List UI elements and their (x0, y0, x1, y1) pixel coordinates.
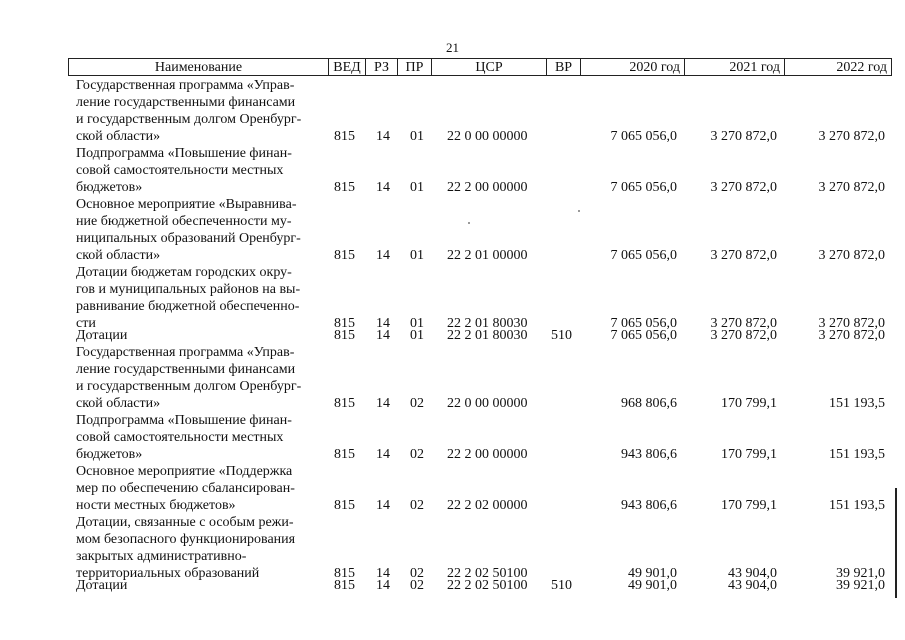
row-2021: 3 270 872,0 (710, 328, 777, 343)
row-2021: 170 799,1 (721, 447, 777, 462)
scan-speck (468, 222, 470, 224)
row-name: Подпрограмма «Повышение финан- совой самостоятельности местных бюджетов» (76, 413, 292, 462)
header-pr: ПР (398, 59, 432, 75)
header-name: Наименование (69, 59, 329, 75)
row-2021: 3 270 872,0 (710, 180, 777, 195)
row-ved: 815 (334, 578, 355, 593)
table-row (0, 514, 905, 582)
row-pr: 02 (410, 447, 424, 462)
row-name: Дотации (76, 328, 128, 343)
row-pr: 02 (410, 578, 424, 593)
row-rz: 14 (376, 180, 390, 195)
table-row (0, 463, 905, 514)
row-2021: 170 799,1 (721, 498, 777, 513)
row-name: Государственная программа «Управ- ление государственными финансами и государственным долгом Оренбург- ской области» (76, 78, 302, 144)
row-vr: 510 (551, 328, 572, 343)
row-ved: 815 (334, 180, 355, 195)
row-pr: 01 (410, 316, 424, 331)
row-vr: 510 (551, 578, 572, 593)
row-pr: 01 (410, 328, 424, 343)
row-pr: 01 (410, 180, 424, 195)
scan-edge-mark (895, 488, 897, 598)
table-header (68, 58, 892, 76)
header-ved: ВЕД (329, 59, 366, 75)
row-2020: 49 901,0 (628, 578, 677, 593)
row-2020: 7 065 056,0 (610, 316, 677, 331)
row-ved: 815 (334, 316, 355, 331)
row-csr: 22 2 02 50100 (447, 578, 528, 593)
scan-speck (578, 210, 580, 212)
row-2021: 43 904,0 (728, 566, 777, 581)
page-number: 21 (446, 40, 459, 55)
row-csr: 22 2 01 00000 (447, 248, 528, 263)
row-ved: 815 (334, 129, 355, 144)
row-2022: 151 193,5 (829, 498, 885, 513)
row-rz: 14 (376, 396, 390, 411)
row-rz: 14 (376, 316, 390, 331)
row-csr: 22 2 00 00000 (447, 447, 528, 462)
row-name: Государственная программа «Управ- ление государственными финансами и государственным долгом Оренбург- ской области» (76, 345, 302, 411)
row-2022: 3 270 872,0 (818, 316, 885, 331)
row-name: Основное мероприятие «Выравнива- ние бюджетной обеспеченности му- ниципальных образований Оренбург- ской области» (76, 197, 301, 263)
table-row (0, 344, 905, 412)
table-row (0, 77, 905, 145)
row-csr: 22 2 02 50100 (447, 566, 528, 581)
table-row (0, 196, 905, 264)
row-rz: 14 (376, 566, 390, 581)
row-name: Дотации, связанные с особым режи- мом безопасного функционирования закрытых административно- территориальных образований (76, 515, 296, 581)
row-2021: 3 270 872,0 (710, 129, 777, 144)
row-2021: 43 904,0 (728, 578, 777, 593)
row-csr: 22 2 01 80030 (447, 328, 528, 343)
row-rz: 14 (376, 328, 390, 343)
row-pr: 02 (410, 498, 424, 513)
row-csr: 22 0 00 00000 (447, 396, 528, 411)
row-csr: 22 2 02 00000 (447, 498, 528, 513)
row-2022: 3 270 872,0 (818, 129, 885, 144)
table-row (0, 264, 905, 332)
row-name: Дотации (76, 578, 128, 593)
row-csr: 22 2 00 00000 (447, 180, 528, 195)
row-2020: 49 901,0 (628, 566, 677, 581)
row-csr: 22 2 01 80030 (447, 316, 528, 331)
header-csr: ЦСР (432, 59, 547, 75)
row-ved: 815 (334, 396, 355, 411)
table-row (0, 577, 905, 594)
row-ved: 815 (334, 328, 355, 343)
row-2020: 7 065 056,0 (610, 248, 677, 263)
header-vr: ВР (547, 59, 581, 75)
table-row (0, 412, 905, 463)
table-row (0, 145, 905, 196)
row-rz: 14 (376, 129, 390, 144)
row-rz: 14 (376, 248, 390, 263)
row-2021: 3 270 872,0 (710, 316, 777, 331)
row-2022: 151 193,5 (829, 396, 885, 411)
row-2022: 3 270 872,0 (818, 328, 885, 343)
row-name: Подпрограмма «Повышение финан- совой самостоятельности местных бюджетов» (76, 146, 292, 195)
row-csr: 22 0 00 00000 (447, 129, 528, 144)
row-rz: 14 (376, 498, 390, 513)
row-2022: 3 270 872,0 (818, 248, 885, 263)
row-2022: 39 921,0 (836, 566, 885, 581)
row-pr: 01 (410, 129, 424, 144)
header-2022: 2022 год (836, 60, 887, 75)
row-2022: 151 193,5 (829, 447, 885, 462)
row-ved: 815 (334, 566, 355, 581)
row-2021: 170 799,1 (721, 396, 777, 411)
row-rz: 14 (376, 578, 390, 593)
row-2020: 7 065 056,0 (610, 328, 677, 343)
row-2022: 3 270 872,0 (818, 180, 885, 195)
row-2021: 3 270 872,0 (710, 248, 777, 263)
table-row (0, 327, 905, 344)
row-2020: 968 806,6 (621, 396, 677, 411)
header-2020: 2020 год (581, 59, 685, 75)
row-rz: 14 (376, 447, 390, 462)
row-pr: 01 (410, 248, 424, 263)
row-2020: 7 065 056,0 (610, 129, 677, 144)
row-ved: 815 (334, 447, 355, 462)
row-2020: 943 806,6 (621, 447, 677, 462)
row-pr: 02 (410, 566, 424, 581)
row-2020: 7 065 056,0 (610, 180, 677, 195)
row-ved: 815 (334, 498, 355, 513)
row-2020: 943 806,6 (621, 498, 677, 513)
row-2022: 39 921,0 (836, 578, 885, 593)
row-pr: 02 (410, 396, 424, 411)
row-ved: 815 (334, 248, 355, 263)
row-name: Основное мероприятие «Поддержка мер по обеспечению сбалансирован- ности местных бюджетов» (76, 464, 295, 513)
header-rz: РЗ (366, 59, 398, 75)
row-name: Дотации бюджетам городских окру- гов и муниципальных районов на вы- равнивание бюджетной обеспеченно- сти (76, 265, 301, 331)
header-2021: 2021 год (685, 59, 785, 75)
